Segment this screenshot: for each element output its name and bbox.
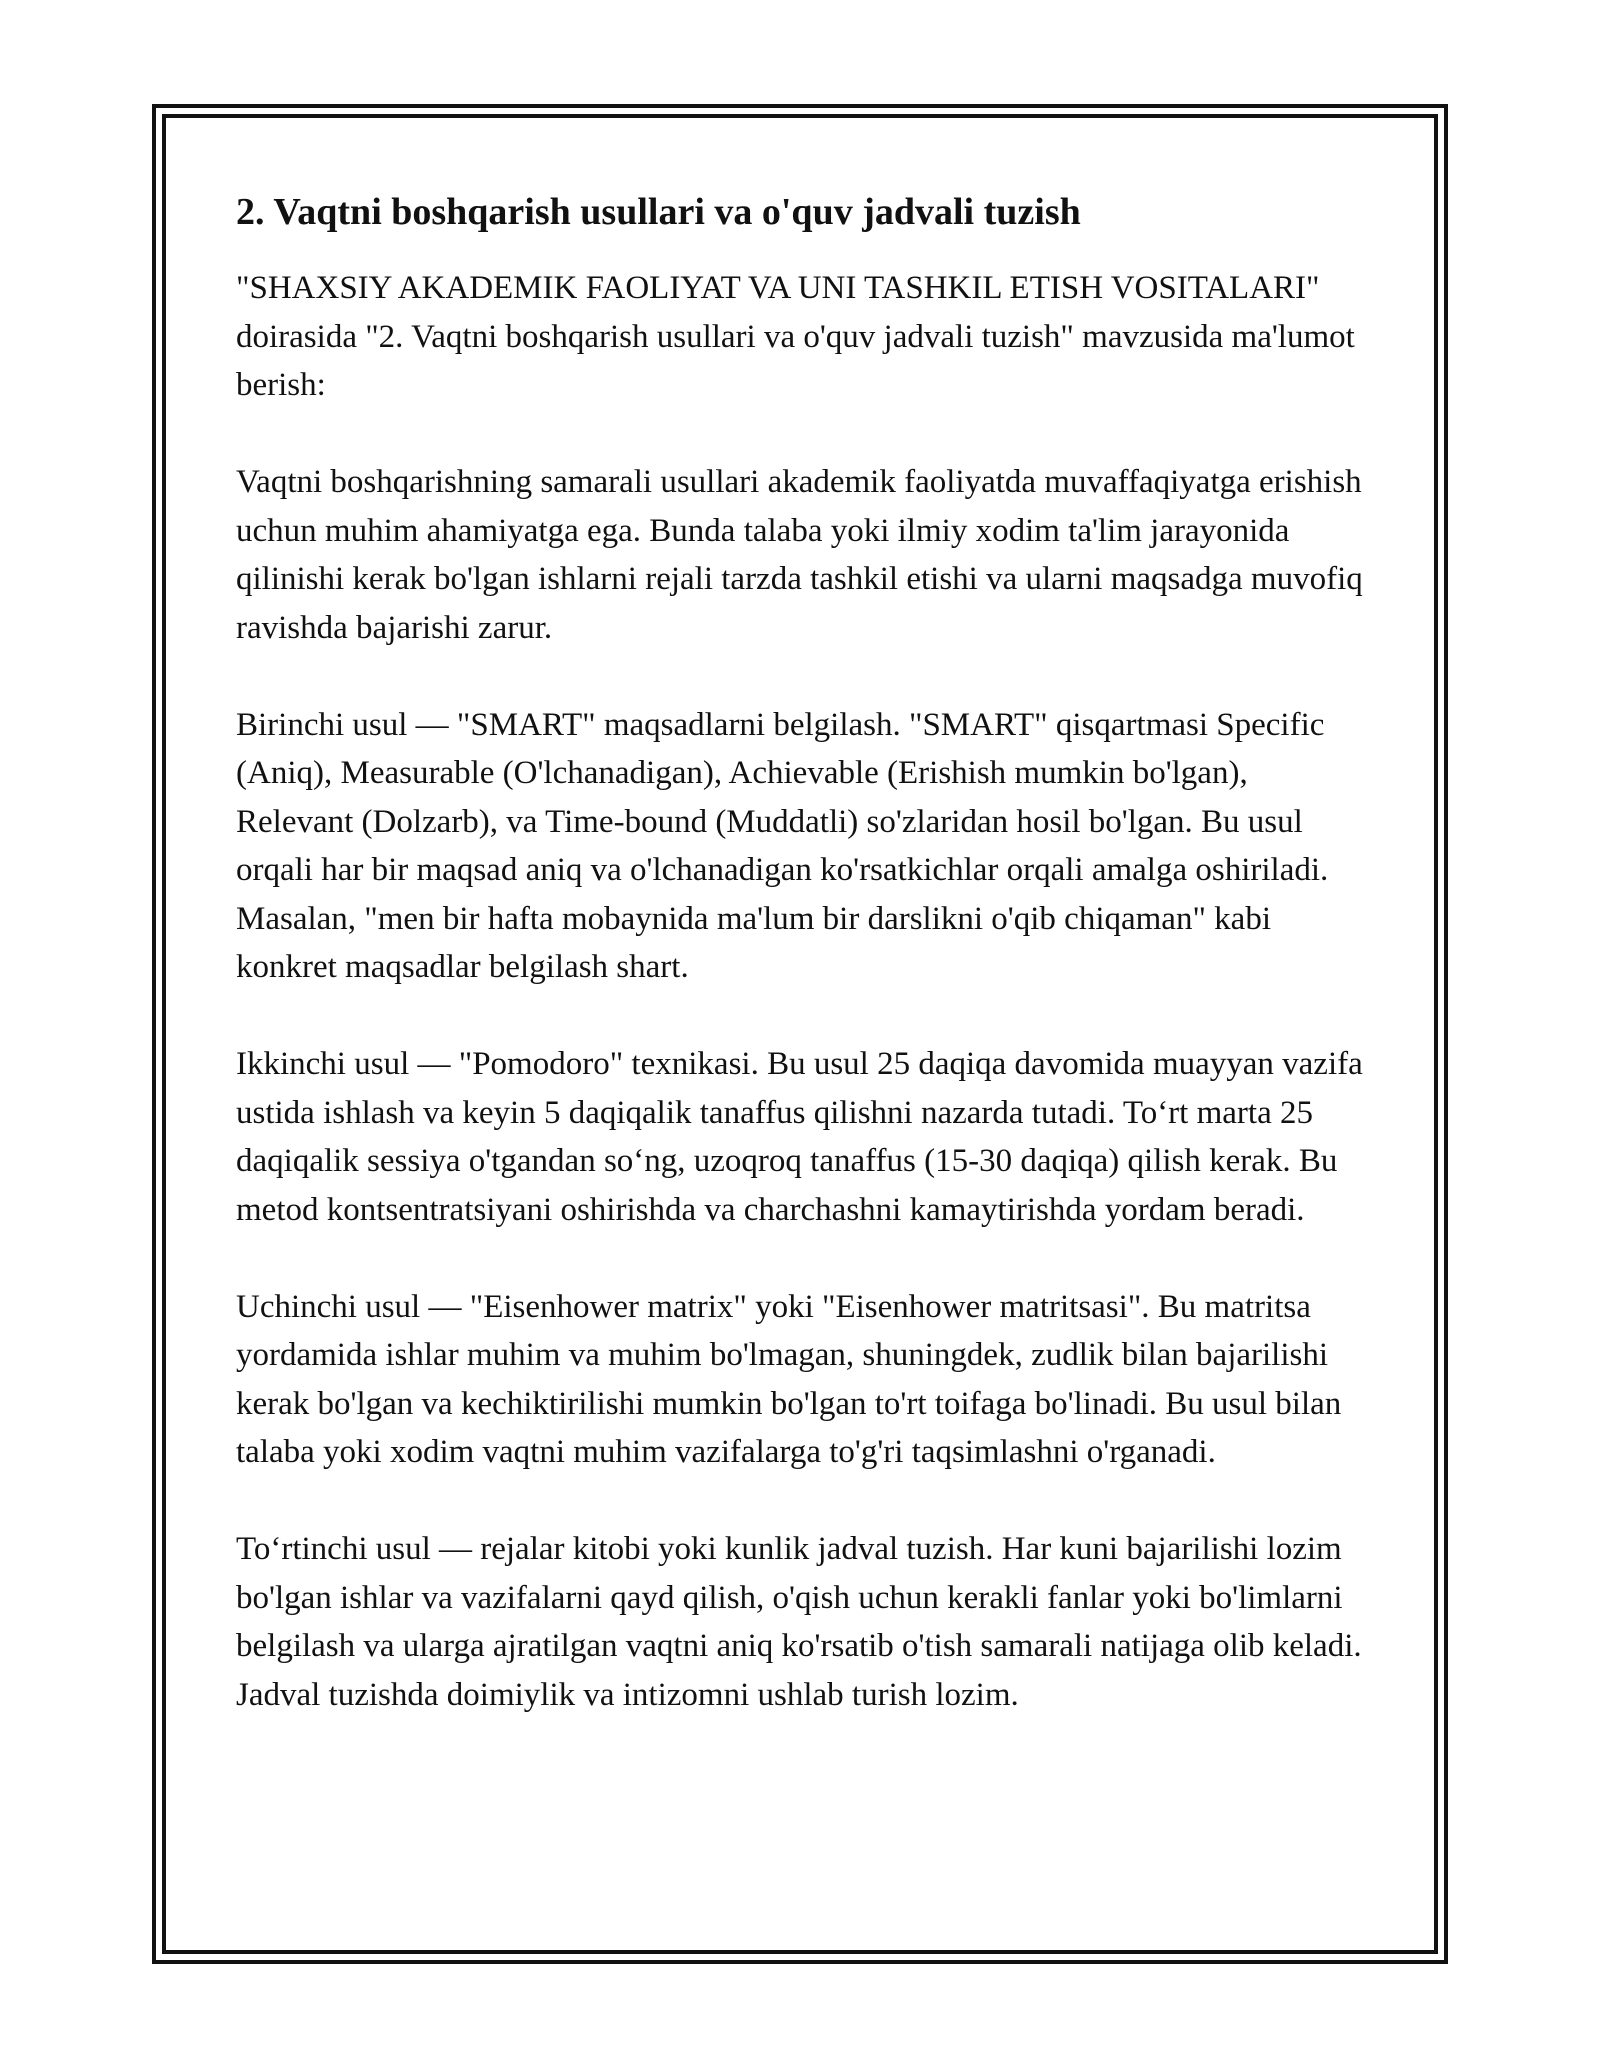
paragraph-daily-schedule-method: To‘rtinchi usul — rejalar kitobi yoki kunlik jadval tuzish. Har kuni bajarilishi lozim bo'lgan ishlar va vazifalarni qayd qilish, o'qish uchun kerakli fanlar yoki bo'limlarni belgilash va ularga ajratilgan vaqtni aniq ko'rsatib o'tish samarali natijaga olib keladi. Jadval tuzishda doimiylik va intizomni ushlab turish lozim. xyxy=(236,1531,1362,1713)
paragraph-smart-method: Birinchi usul — "SMART" maqsadlarni belgilash. "SMART" qisqartmasi Specific (Aniq), Measurable (O'lchanadigan), Achievable (Erishish mumkin bo'lgan), Relevant (Dolzarb), va Time-bound (Muddatli) so'zlaridan hosil bo'lgan. Bu usul orqali har bir maqsad aniq va o'lchanadigan ko'rsatkichlar orqali amalga oshiriladi. Masalan, "men bir hafta mobaynida ma'lum bir darslikni o'qib chiqaman" kabi konkret maqsadlar belgilash shart. xyxy=(236,706,1329,985)
paragraph-pomodoro-method: Ikkinchi usul — "Pomodoro" texnikasi. Bu usul 25 daqiqa davomida muayyan vazifa ustida ishlash va keyin 5 daqiqalik tanaffus qilishni nazarda tutadi. To‘rt marta 25 daqiqalik sessiya o'tgandan so‘ng, uzoqroq tanaffus (15-30 daqiqa) qilish kerak. Bu metod kontsentratsiyani oshirishda va charchashni kamaytirishda yordam beradi. xyxy=(236,1046,1363,1228)
document-body xyxy=(236,186,1366,1768)
paragraph-overview: Vaqtni boshqarishning samarali usullari akademik faoliyatda muvaffaqiyatga erishish uchun muhim ahamiyatga ega. Bunda talaba yoki ilmiy xodim ta'lim jarayonida qilinishi kerak bo'lgan ishlarni rejali tarzda tashkil etishi va ularni maqsadga muvofiq ravishda bajarishi zarur. xyxy=(236,464,1363,646)
document-title: 2. Vaqtni boshqarish usullari va o'quv jadvali tuzish xyxy=(236,191,1081,233)
paragraph-eisenhower-method: Uchinchi usul — "Eisenhower matrix" yoki "Eisenhower matritsasi". Bu matritsa yordamida ishlar muhim va muhim bo'lmagan, shuningdek, zudlik bilan bajarilishi kerak bo'lgan va kechiktirilishi mumkin bo'lgan to'rt toifaga bo'linadi. Bu usul bilan talaba yoki xodim vaqtni muhim vazifalarga to'g'ri taqsimlashni o'rganadi. xyxy=(236,1288,1342,1470)
paragraph-intro: "SHAXSIY AKADEMIK FAOLIYAT VA UNI TASHKIL ETISH VOSITALARI" doirasida "2. Vaqtni boshqarish usullari va o'quv jadvali tuzish" mavzusida ma'lumot berish: xyxy=(236,270,1355,403)
